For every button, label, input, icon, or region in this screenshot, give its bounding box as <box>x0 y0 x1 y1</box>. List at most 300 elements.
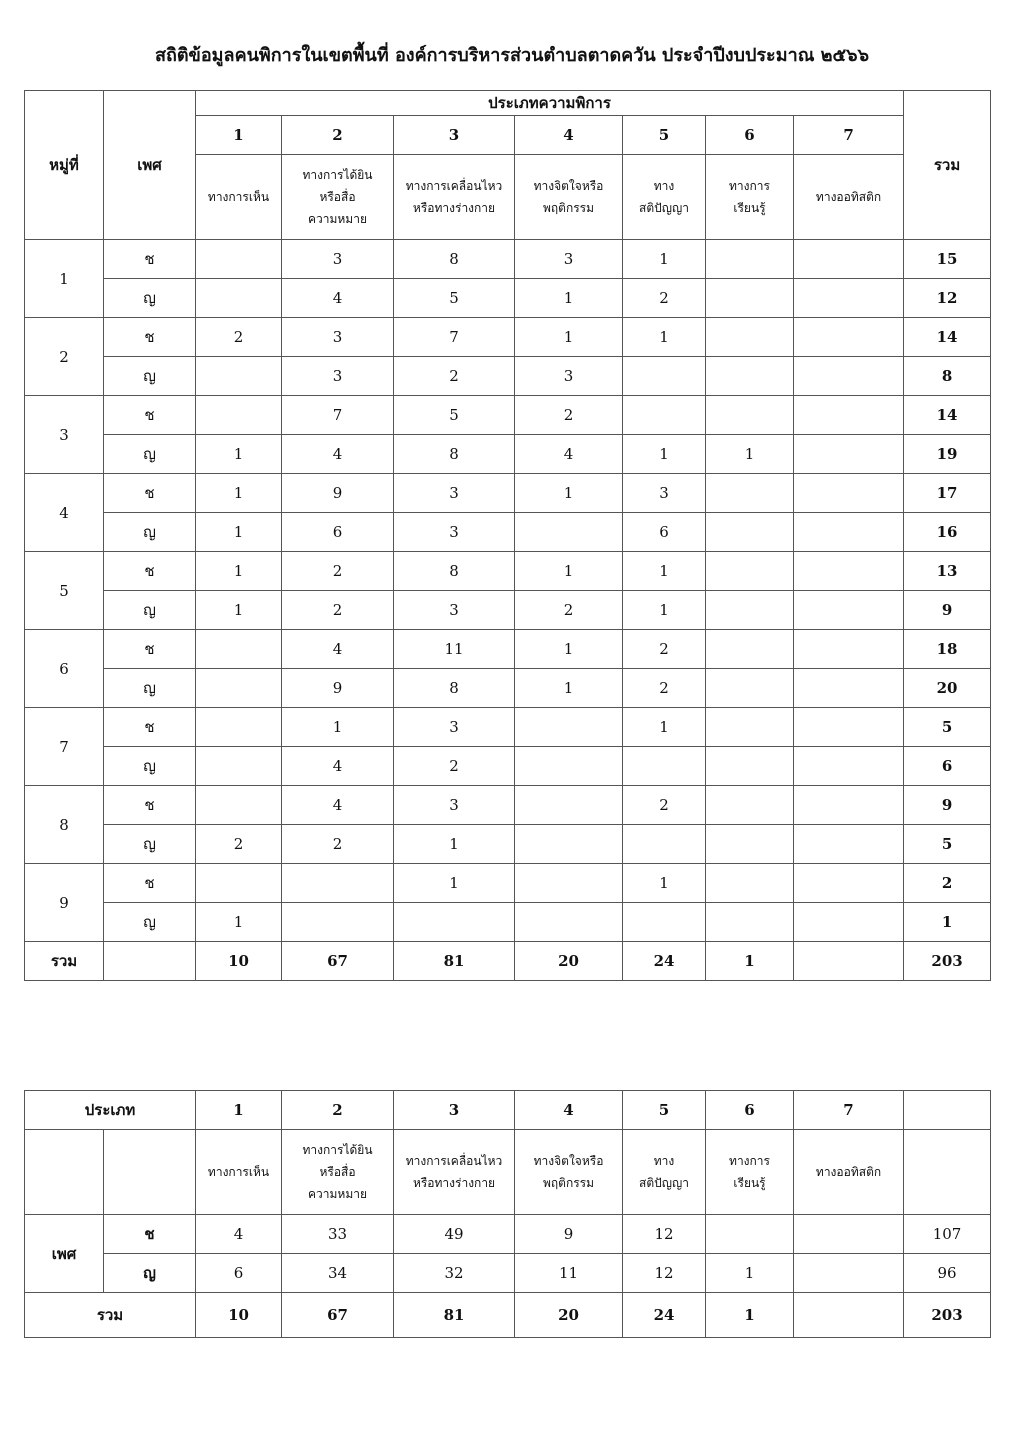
sex-cell: ช <box>104 318 196 357</box>
column-total: 67 <box>282 942 394 981</box>
sex-cell: ญ <box>104 435 196 474</box>
table-row <box>25 240 991 279</box>
type-number: 4 <box>515 116 623 155</box>
count-cell <box>623 357 706 396</box>
count-cell: 2 <box>282 591 394 630</box>
type-name-line: หรือสื่อ <box>319 190 356 204</box>
count-cell: 34 <box>282 1254 394 1293</box>
count-cell <box>794 552 904 591</box>
count-cell <box>794 786 904 825</box>
count-cell: 1 <box>196 591 282 630</box>
count-cell <box>794 591 904 630</box>
row-total: 15 <box>904 240 991 279</box>
count-cell: 6 <box>196 1254 282 1293</box>
count-cell: 9 <box>515 1215 623 1254</box>
type-name-line: ทาง <box>653 179 675 193</box>
count-cell <box>623 825 706 864</box>
count-cell: 4 <box>282 786 394 825</box>
count-cell: 2 <box>282 825 394 864</box>
column-total: 20 <box>515 1293 623 1338</box>
type-name-line: ทางการเห็น <box>207 1165 270 1179</box>
count-cell <box>794 1254 904 1293</box>
type-number: 4 <box>515 1091 623 1130</box>
sex-cell: ญ <box>104 279 196 318</box>
sex-cell: ญ <box>104 357 196 396</box>
count-cell: 1 <box>623 552 706 591</box>
type-name-line: ทางการเห็น <box>207 190 270 204</box>
count-cell <box>794 825 904 864</box>
count-cell <box>706 747 794 786</box>
count-cell <box>794 279 904 318</box>
column-total <box>794 1293 904 1338</box>
count-cell: 7 <box>394 318 515 357</box>
sex-cell: ญ <box>104 591 196 630</box>
count-cell: 1 <box>282 708 394 747</box>
count-cell: 2 <box>623 669 706 708</box>
table-row <box>25 591 991 630</box>
empty-cell <box>904 1130 991 1215</box>
sex-cell: ญ <box>104 669 196 708</box>
village-number: 4 <box>25 474 104 552</box>
total-label: รวม <box>25 1293 196 1338</box>
table-row <box>25 708 991 747</box>
count-cell: 3 <box>282 240 394 279</box>
count-cell: 1 <box>515 669 623 708</box>
column-total: 67 <box>282 1293 394 1338</box>
sex-header: เพศ <box>104 91 196 240</box>
village-number: 3 <box>25 396 104 474</box>
type-name-row <box>25 1130 991 1215</box>
row-total: 16 <box>904 513 991 552</box>
type-number: 3 <box>394 116 515 155</box>
count-cell: 6 <box>623 513 706 552</box>
count-cell: 49 <box>394 1215 515 1254</box>
type-name-line: ความหมาย <box>308 1187 368 1201</box>
type-number: 2 <box>282 116 394 155</box>
type-number: 7 <box>794 1091 904 1130</box>
count-cell <box>794 513 904 552</box>
count-cell: 3 <box>282 318 394 357</box>
count-cell: 1 <box>196 435 282 474</box>
count-cell: 1 <box>515 630 623 669</box>
sex-cell: ช <box>104 240 196 279</box>
count-cell <box>515 513 623 552</box>
count-cell: 3 <box>394 786 515 825</box>
type-name <box>706 1130 794 1215</box>
grand-total: 203 <box>904 1293 991 1338</box>
sex-cell: ช <box>104 396 196 435</box>
count-cell: 1 <box>196 474 282 513</box>
type-name <box>706 155 794 240</box>
total-label: รวม <box>25 942 104 981</box>
count-cell: 12 <box>623 1254 706 1293</box>
count-cell: 5 <box>394 396 515 435</box>
empty-cell <box>104 942 196 981</box>
count-cell <box>706 474 794 513</box>
count-cell <box>196 396 282 435</box>
type-number: 1 <box>196 116 282 155</box>
empty-cell <box>25 1130 104 1215</box>
count-cell <box>282 864 394 903</box>
count-cell <box>706 357 794 396</box>
count-cell <box>196 708 282 747</box>
sex-cell: ญ <box>104 513 196 552</box>
sex-cell: ญ <box>104 903 196 942</box>
row-total: 1 <box>904 903 991 942</box>
count-cell: 1 <box>623 708 706 747</box>
sex-cell: ช <box>104 864 196 903</box>
row-total: 5 <box>904 825 991 864</box>
count-cell: 1 <box>196 513 282 552</box>
count-cell: 11 <box>394 630 515 669</box>
count-cell: 1 <box>706 435 794 474</box>
count-cell: 1 <box>515 474 623 513</box>
count-cell <box>794 396 904 435</box>
type-number: 7 <box>794 116 904 155</box>
total-header: รวม <box>904 91 991 240</box>
count-cell: 8 <box>394 435 515 474</box>
row-total: 107 <box>904 1215 991 1254</box>
count-cell: 1 <box>196 552 282 591</box>
table-row <box>25 669 991 708</box>
type-name <box>394 1130 515 1215</box>
count-cell: 2 <box>394 747 515 786</box>
type-name <box>196 155 282 240</box>
count-cell: 8 <box>394 669 515 708</box>
count-cell <box>515 825 623 864</box>
count-cell <box>706 630 794 669</box>
type-number: 5 <box>623 1091 706 1130</box>
count-cell: 3 <box>394 474 515 513</box>
count-cell <box>623 747 706 786</box>
count-cell: 1 <box>623 864 706 903</box>
header-row <box>25 91 991 116</box>
count-cell: 1 <box>623 435 706 474</box>
table-row <box>25 747 991 786</box>
type-name-line: ทางการได้ยิน <box>302 168 373 182</box>
type-name-line: หรือสื่อ <box>319 1165 356 1179</box>
type-name <box>196 1130 282 1215</box>
count-cell <box>706 708 794 747</box>
row-total: 9 <box>904 786 991 825</box>
table-row <box>25 435 991 474</box>
count-cell <box>794 1215 904 1254</box>
count-cell <box>794 630 904 669</box>
count-cell: 2 <box>394 357 515 396</box>
count-cell: 1 <box>196 903 282 942</box>
column-total: 10 <box>196 942 282 981</box>
type-name-line: ทางออทิสติก <box>815 1165 882 1179</box>
row-total: 8 <box>904 357 991 396</box>
count-cell: 5 <box>394 279 515 318</box>
disability-statistics-by-village-table <box>24 90 991 981</box>
count-cell: 4 <box>282 435 394 474</box>
table-row <box>25 396 991 435</box>
count-cell <box>394 903 515 942</box>
type-name-line: เรียนรู้ <box>733 1176 766 1190</box>
column-total: 1 <box>706 1293 794 1338</box>
count-cell <box>706 240 794 279</box>
count-cell <box>794 903 904 942</box>
count-cell: 1 <box>623 240 706 279</box>
count-cell <box>196 747 282 786</box>
count-cell: 2 <box>282 552 394 591</box>
count-cell <box>706 279 794 318</box>
count-cell <box>706 786 794 825</box>
type-name-line: ความหมาย <box>307 212 367 226</box>
type-name <box>623 1130 706 1215</box>
column-total: 24 <box>623 942 706 981</box>
count-cell <box>706 1215 794 1254</box>
column-total: 81 <box>394 942 515 981</box>
count-cell: 4 <box>196 1215 282 1254</box>
count-cell: 1 <box>706 1254 794 1293</box>
village-number: 7 <box>25 708 104 786</box>
type-name <box>794 1130 904 1215</box>
type-name-line: ทางการได้ยิน <box>302 1143 373 1157</box>
type-name-line: สติปัญญา <box>639 201 689 215</box>
count-cell: 6 <box>282 513 394 552</box>
count-cell <box>794 474 904 513</box>
count-cell: 2 <box>196 825 282 864</box>
count-cell <box>196 240 282 279</box>
count-cell: 1 <box>394 825 515 864</box>
count-cell: 1 <box>623 591 706 630</box>
table-row <box>25 864 991 903</box>
count-cell: 2 <box>623 279 706 318</box>
sex-cell: ญ <box>104 747 196 786</box>
village-number: 2 <box>25 318 104 396</box>
count-cell <box>794 357 904 396</box>
row-total: 96 <box>904 1254 991 1293</box>
grand-total: 203 <box>904 942 991 981</box>
type-name-line: ทางการ <box>729 179 770 193</box>
count-cell: 3 <box>394 591 515 630</box>
village-number: 5 <box>25 552 104 630</box>
count-cell: 2 <box>515 396 623 435</box>
count-cell: 33 <box>282 1215 394 1254</box>
type-number: 1 <box>196 1091 282 1130</box>
count-cell <box>196 669 282 708</box>
count-cell <box>706 669 794 708</box>
count-cell <box>706 825 794 864</box>
header-row <box>25 1091 991 1130</box>
count-cell <box>196 357 282 396</box>
row-total: 18 <box>904 630 991 669</box>
count-cell: 3 <box>282 357 394 396</box>
type-number: 3 <box>394 1091 515 1130</box>
count-cell: 1 <box>515 318 623 357</box>
count-cell <box>706 513 794 552</box>
count-cell: 8 <box>394 552 515 591</box>
sex-cell: ช <box>104 474 196 513</box>
type-name-line: ทางออทิสติก <box>815 190 882 204</box>
row-total: 19 <box>904 435 991 474</box>
village-number: 9 <box>25 864 104 942</box>
count-cell <box>794 669 904 708</box>
count-cell <box>515 786 623 825</box>
count-cell <box>794 708 904 747</box>
type-name-line: ทางจิตใจหรือ <box>533 179 604 193</box>
type-name-line: ทางการเคลื่อนไหว <box>405 179 503 193</box>
row-total: 9 <box>904 591 991 630</box>
count-cell: 9 <box>282 669 394 708</box>
village-number: 6 <box>25 630 104 708</box>
total-row <box>25 942 991 981</box>
count-cell: 8 <box>394 240 515 279</box>
table-row <box>25 279 991 318</box>
count-cell <box>515 708 623 747</box>
type-name-line: ทางการ <box>729 1154 770 1168</box>
table-row <box>25 474 991 513</box>
table-row <box>25 1215 991 1254</box>
count-cell: 11 <box>515 1254 623 1293</box>
count-cell: 12 <box>623 1215 706 1254</box>
count-cell: 4 <box>282 747 394 786</box>
table-row <box>25 357 991 396</box>
row-total: 17 <box>904 474 991 513</box>
disability-type-group-header: ประเภทความพิการ <box>196 91 904 116</box>
type-number: 2 <box>282 1091 394 1130</box>
table-row <box>25 318 991 357</box>
count-cell: 1 <box>515 552 623 591</box>
count-cell <box>196 630 282 669</box>
type-number: 6 <box>706 116 794 155</box>
count-cell: 3 <box>623 474 706 513</box>
sex-cell: ช <box>104 1215 196 1254</box>
count-cell <box>196 786 282 825</box>
table-row <box>25 1254 991 1293</box>
count-cell <box>623 903 706 942</box>
count-cell: 4 <box>282 630 394 669</box>
count-cell: 1 <box>515 279 623 318</box>
type-name-line: ทาง <box>653 1154 675 1168</box>
count-cell <box>515 864 623 903</box>
count-cell <box>515 747 623 786</box>
table-row <box>25 786 991 825</box>
table-row <box>25 630 991 669</box>
count-cell <box>515 903 623 942</box>
column-total <box>794 942 904 981</box>
count-cell: 3 <box>394 708 515 747</box>
count-cell: 3 <box>515 240 623 279</box>
count-cell: 4 <box>282 279 394 318</box>
count-cell: 2 <box>623 786 706 825</box>
count-cell <box>794 435 904 474</box>
type-name <box>623 155 706 240</box>
count-cell: 2 <box>196 318 282 357</box>
type-name <box>794 155 904 240</box>
type-name-line: พฤติกรรม <box>542 201 595 215</box>
type-number: 6 <box>706 1091 794 1130</box>
table-row <box>25 903 991 942</box>
count-cell <box>794 747 904 786</box>
table-row <box>25 825 991 864</box>
type-name-line: หรือทางร่างกาย <box>412 1176 496 1190</box>
count-cell <box>706 318 794 357</box>
count-cell: 7 <box>282 396 394 435</box>
row-total: 6 <box>904 747 991 786</box>
count-cell: 2 <box>623 630 706 669</box>
count-cell: 3 <box>515 357 623 396</box>
row-total: 12 <box>904 279 991 318</box>
count-cell <box>706 903 794 942</box>
row-total: 2 <box>904 864 991 903</box>
table-row <box>25 552 991 591</box>
count-cell <box>282 903 394 942</box>
sex-cell: ช <box>104 630 196 669</box>
sex-cell: ช <box>104 708 196 747</box>
count-cell <box>794 240 904 279</box>
disability-summary-by-sex-table <box>24 1090 991 1338</box>
type-name-line: พฤติกรรม <box>542 1176 595 1190</box>
count-cell: 1 <box>623 318 706 357</box>
sex-cell: ญ <box>104 1254 196 1293</box>
type-name <box>394 155 515 240</box>
row-total: 14 <box>904 396 991 435</box>
count-cell <box>623 396 706 435</box>
sex-header: เพศ <box>25 1215 104 1293</box>
row-total: 5 <box>904 708 991 747</box>
sex-cell: ช <box>104 786 196 825</box>
village-header: หมู่ที่ <box>25 91 104 240</box>
type-name-line: ทางจิตใจหรือ <box>533 1154 604 1168</box>
type-header: ประเภท <box>25 1091 196 1130</box>
count-cell: 32 <box>394 1254 515 1293</box>
type-name-line: เรียนรู้ <box>733 201 766 215</box>
column-total: 10 <box>196 1293 282 1338</box>
count-cell: 2 <box>515 591 623 630</box>
empty-cell <box>104 1130 196 1215</box>
total-row <box>25 1293 991 1338</box>
row-total: 13 <box>904 552 991 591</box>
count-cell <box>794 864 904 903</box>
sex-cell: ช <box>104 552 196 591</box>
type-name-line: หรือทางร่างกาย <box>412 201 496 215</box>
empty-cell <box>904 1091 991 1130</box>
row-total: 20 <box>904 669 991 708</box>
type-name-line: ทางการเคลื่อนไหว <box>405 1154 503 1168</box>
page-title: สถิติข้อมูลคนพิการในเขตพื้นที่ องค์การบริหารส่วนตำบลตาดควัน ประจำปีงบประมาณ ๒๕๖๖ <box>154 45 869 66</box>
count-cell: 3 <box>394 513 515 552</box>
count-cell: 9 <box>282 474 394 513</box>
column-total: 24 <box>623 1293 706 1338</box>
type-name <box>515 155 623 240</box>
row-total: 14 <box>904 318 991 357</box>
count-cell: 1 <box>394 864 515 903</box>
village-number: 8 <box>25 786 104 864</box>
type-name <box>282 1130 394 1215</box>
table-row <box>25 513 991 552</box>
count-cell: 4 <box>515 435 623 474</box>
type-name <box>282 155 394 240</box>
column-total: 81 <box>394 1293 515 1338</box>
count-cell <box>706 591 794 630</box>
village-number: 1 <box>25 240 104 318</box>
type-number: 5 <box>623 116 706 155</box>
count-cell <box>196 864 282 903</box>
type-name-line: สติปัญญา <box>639 1176 689 1190</box>
type-name <box>515 1130 623 1215</box>
column-total: 20 <box>515 942 623 981</box>
count-cell <box>706 396 794 435</box>
sex-cell: ญ <box>104 825 196 864</box>
count-cell <box>794 318 904 357</box>
count-cell <box>706 864 794 903</box>
column-total: 1 <box>706 942 794 981</box>
count-cell <box>196 279 282 318</box>
count-cell <box>706 552 794 591</box>
